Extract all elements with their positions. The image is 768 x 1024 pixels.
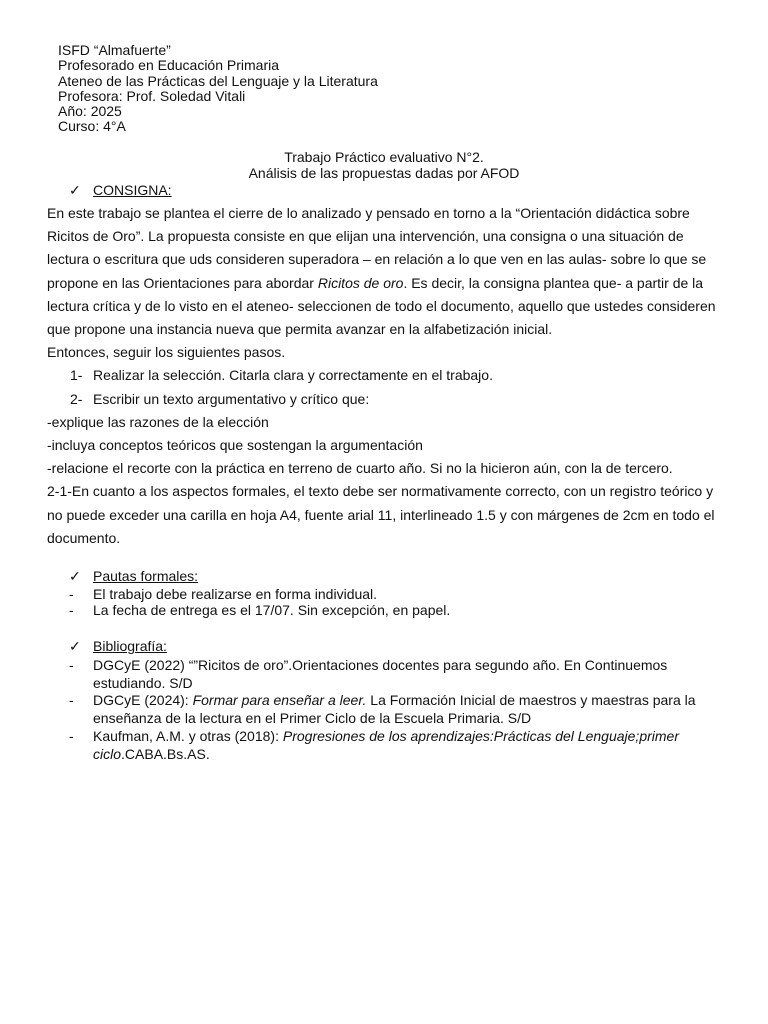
- pautas-heading: [69, 568, 198, 584]
- document-header: [58, 43, 378, 135]
- list-dash: -: [69, 602, 74, 618]
- bibliography-item: [69, 692, 709, 727]
- list-dash: -: [69, 657, 74, 673]
- program-name: Profesorado en Educación Primaria: [58, 57, 280, 74]
- list-item: [69, 586, 709, 602]
- title-line-2: Análisis de las propuestas dadas por AFOD: [248, 164, 520, 181]
- bibliografia-heading: [69, 638, 167, 654]
- bibliografia-heading-label: Bibliografía:: [93, 638, 167, 654]
- consigna-paragraph: [47, 202, 722, 341]
- consigna-paragraph-text-b: . Es decir, la consigna plantea que- a partir de la lectura crítica y de lo visto en el ateneo- seleccionen de todo el documento, aquello que ustedes consideren que propone una instancia nueva que permita avanzar en la alfabetización inicial.: [47, 274, 716, 338]
- step-2-1: 2-1-En cuanto a los aspectos formales, el texto debe ser normativamente correcto, con un registro teórico y no puede exceder una carilla en hoja A4, fuente arial 11, interlineado 1.5 y con márgenes de 2cm en todo el documento.: [47, 483, 715, 546]
- teacher-name: Profesora: Prof. Soledad Vitali: [58, 87, 246, 104]
- document-title: [0, 150, 768, 181]
- bibliography-item: [69, 657, 709, 692]
- sub-item-3: -relacione el recorte con la práctica en terreno de cuarto año. Si no la hicieron aún, con la de tercero.: [47, 460, 673, 477]
- list-dash: -: [69, 727, 74, 744]
- step-2-text: Escribir un texto argumentativo y crítico que:: [93, 390, 370, 407]
- sub-item-2: -incluya conceptos teóricos que sostengan la argumentación: [47, 437, 423, 454]
- bibliography-text-a: DGCyE (2024):: [93, 692, 193, 709]
- step-2-number: 2-: [70, 390, 83, 407]
- consigna-body: [47, 202, 722, 550]
- section: Curso: 4°A: [58, 118, 126, 135]
- bibliography-text: [93, 657, 709, 692]
- year: Año: 2025: [58, 103, 122, 120]
- consigna-heading-label: CONSIGNA:: [93, 182, 172, 198]
- course-name: Ateneo de las Prácticas del Lenguaje y la Literatura: [58, 72, 378, 89]
- step-1-text: Realizar la selección. Citarla clara y correctamente en el trabajo.: [93, 367, 493, 384]
- bibliography-text: [93, 692, 709, 727]
- list-item: [69, 602, 709, 618]
- consigna-heading: [69, 182, 172, 198]
- sub-item-1: -explique las razones de la elección: [47, 413, 269, 430]
- bibliography-text-a: Kaufman, A.M. y otras (2018):: [93, 727, 283, 744]
- list-dash: -: [69, 586, 74, 602]
- bibliography-text-a: DGCyE (2022) “”Ricitos de oro”.Orientaciones docentes para segundo año. En Continuemos estudiando. S/D: [93, 657, 668, 691]
- step-2: [47, 388, 722, 411]
- list-item-text: La fecha de entrega es el 17/07. Sin excepción, en papel.: [93, 602, 451, 618]
- list-item-text: El trabajo debe realizarse en forma individual.: [93, 586, 378, 602]
- bibliography-text-b: .CABA.Bs.AS.: [121, 745, 210, 762]
- bibliografia-list: [69, 657, 709, 763]
- checkmark-icon: ✓: [69, 182, 81, 198]
- pautas-list: [69, 586, 709, 618]
- step-1-number: 1-: [70, 367, 83, 384]
- step-1: [47, 364, 722, 387]
- list-dash: -: [69, 692, 74, 709]
- checkmark-icon: ✓: [69, 568, 81, 584]
- checkmark-icon: ✓: [69, 638, 81, 654]
- bibliography-text-b: La Formación Inicial de maestros y maestras para la enseñanza de la lectura en el Primer Ciclo de la Escuela Primaria. S/D: [93, 692, 696, 727]
- steps-intro: Entonces, seguir los siguientes pasos.: [47, 344, 286, 361]
- bibliography-title: Formar para enseñar a leer.: [192, 692, 367, 709]
- bibliography-title: Progresiones de los aprendizajes:Prácticas del Lenguaje;primer ciclo: [93, 727, 679, 762]
- bibliography-text: [93, 728, 709, 763]
- institution-name: ISFD “Almafuerte”: [58, 42, 171, 58]
- consigna-paragraph-text-a: En este trabajo se plantea el cierre de lo analizado y pensado en torno a la “Orientación didáctica sobre Ricitos de Oro”. La propuesta consiste en que elijan una intervención, una consigna o una situación de lectura o escritura que uds consideren superadora – en relación a lo que ven en las aulas- sobre lo que se propone en las Orientaciones para abordar: [47, 205, 707, 291]
- consigna-paragraph-emphasis: Ricitos de oro: [317, 274, 404, 291]
- pautas-heading-label: Pautas formales:: [93, 568, 199, 584]
- bibliography-item: [69, 728, 709, 763]
- title-line-1: Trabajo Práctico evaluativo N°2.: [284, 149, 484, 165]
